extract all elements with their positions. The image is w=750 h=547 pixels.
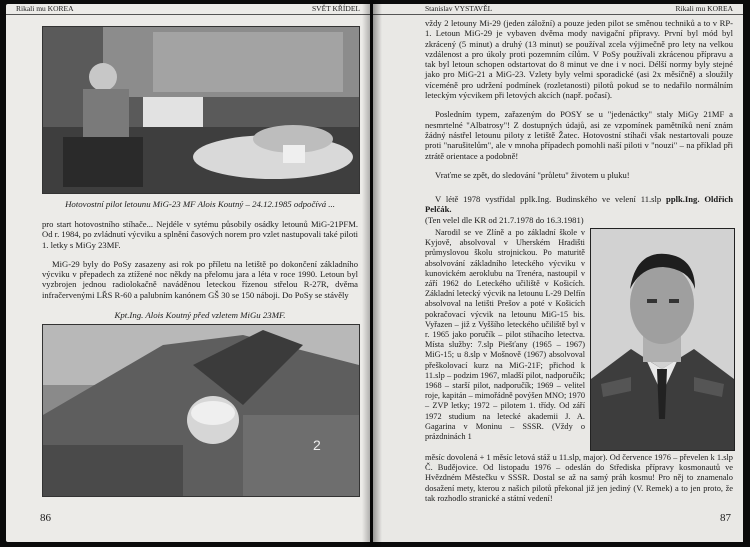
left-paragraph-1: pro start hotovostního stíhače... Nejdéle v sytému působily osádky letounů MiG-21PFM. Od r. 1984, po zvládnutí výcviku a splnění časových norem pro vzlet nastupovali také piloti 1. letky s MiGy 23MF.: [42, 219, 358, 250]
right-header-title: Rikali mu KOREA: [675, 4, 733, 13]
right-paragraph-1: vždy 2 letouny Mi-29 (jeden záložní) a pouze jeden pilot se směnou techniků a to v RP-1. Letoun MiG-29 je vybaven dvěma mody navigační přípravy. První byl mód byl zkrácený (5 minut) a druhý (13 minut) se používal zcela výjimečně pro lety na velkou vzdálenost a pro úkoly proti pozemním cílům. V PoSy používali zkrácenou přípravu a tak byl letoun schopen odstartovat do 8 minut ve dne i v noci. Délší normy byly stejné jako pro MiG-21 a MiG-23. Vzlety byly velmi sporadické (asi 2x měsíčně) a sloužily víceméně pro udržení podmínek (rozletanosti) pilotů pokud se to nedařilo normálním leteckým výcvikem při letových akcích (např. počasí).: [425, 18, 733, 101]
right-page: [373, 4, 743, 542]
left-paragraph-2: MiG-29 byly do PoSy zasazeny asi rok po příletu na letiště po dokončení základního výcviku v přepadech za ztížené noc někdy na přelomu jara a léta v roce 1990. Letoun byl vyzbrojen jednou radiolokačně naváděnou leteckou řízenou střelou R-27R, dvěma infračervenými LŘS R-60 a palubním kanónem GŠ 30 se 150 náboji. Do PoSy se stávěly: [42, 258, 358, 300]
svg-text:2: 2: [313, 437, 321, 453]
right-paragraph-4-text: V létě 1978 vystřídal pplk.Ing. Budinského ve velení 11.slp: [435, 194, 667, 205]
right-text-narrow: [425, 228, 585, 442]
right-header: [373, 4, 743, 15]
left-header-title: Rikali mu KOREA: [16, 4, 74, 13]
right-paragraph-3: Vraťme se zpět, do sledování "průletu" životem u pluku!: [435, 169, 630, 180]
right-bio-continued: měsíc dovolená + 1 měsíc letová stáž u 11.slp, major). Od července 1976 – převelen k 1.slp Č. Budějovice. Od listopadu 1976 – odeslán do Střediska přípravy kosmonautů ve Hvězdném Městečku v SSSR. Dostal se až na samý práh kosmu! Pro něj to znamenalo dosažení mety, kterou z našich pilotů překonal již jen jediný (V. Remek) a to jen proto, že tak rozhodlo stranické a státní vedení!: [425, 453, 733, 503]
right-paragraph-2: Posledním typem, zařazeným do POSY se u "jedenáctky" staly MiGy 21MF a nesmrtelné "Albatrosy"! Z dostupných údajů, asi ze vzpomínek pamětníků není znám žádný nástřel letounu piloty z letiště Žatec. Hotovostní stíhači však nestartovali pouze proti "narušitelům", ale v mnoha případech pomohli naší piloti v "nouzi" – na příklad při ztrátě orientace a podobně!: [425, 109, 733, 161]
left-page: [6, 4, 370, 542]
right-header-author: Stanislav VYSTAVĚL: [425, 4, 493, 13]
caption-top: Hotovostní pilot letounu MiG-23 MF Alois Koutný – 24.12.1985 odpočívá ...: [65, 199, 335, 209]
right-page-number: 87: [720, 512, 731, 524]
right-paragraph-4: [425, 194, 733, 215]
commander-name: pplk.Ing. Oldřich Pelčák.: [425, 194, 733, 215]
photo-pilot-resting-image: [43, 27, 359, 193]
photo-pilot-cockpit: [42, 324, 360, 497]
right-paragraph-4-note: (Ten velel dle KR od 21.7.1978 do 16.3.1981): [425, 214, 584, 225]
portrait-photo: [590, 228, 735, 451]
right-text-top: [425, 18, 733, 234]
right-bio-text: Narodil se ve Zlíně a po základní škole v Kyjově, absolvoval v Uherském Hradišti průmyslovou školu strojnickou. Po maturitě absolvování základního leteckého výcviku v kunovickém aeroklubu na Trenéra, nastoupil v září 1962 do Leteckého učiliště v Košicích. Základní letecký výcvik na letounu L-29 Delfín absolvoval na letišti Prešov a poté v Košicích pokračovací výcvik na letounu MiG-15 bis. Vyřazen – již z Vyššího leteckého učiliště byl v r. 1965 jako poručík – pilot stíhacího letectva. Místa služby: 7.slp Piešťany (1965 – 1967) MiG-15; u 8.slp v Mošnově (1967) absolvoval přeškolovací kurz na MiG-21F; přichod k 11.slp – podzim 1967, mladší pilot, nadporučík; 1968 – starší pilot, nadporučík; 1969 – velitel roje, kapitán – mimořádně povýšen MNO; 1970 – ZVP letky; 1972 – pilotem 1. třídy. Od září 1972 studium na letecké akademii J. A. Gagarina v Moninu – SSSR. (Vždy o prázdninách 1: [425, 228, 585, 442]
caption-bottom: Kpt.Ing. Alois Koutný před vzletem MiGu 23MF.: [114, 310, 286, 320]
right-text-bottom: [425, 453, 733, 504]
left-text-block: [42, 219, 358, 309]
left-header: [6, 4, 370, 15]
photo-pilot-cockpit-image: [43, 325, 359, 496]
portrait-image: [591, 229, 734, 450]
photo-pilot-resting: [42, 26, 360, 194]
left-header-series: SVĚT KŘÍDEL: [312, 4, 360, 13]
left-page-number: 86: [40, 512, 51, 524]
